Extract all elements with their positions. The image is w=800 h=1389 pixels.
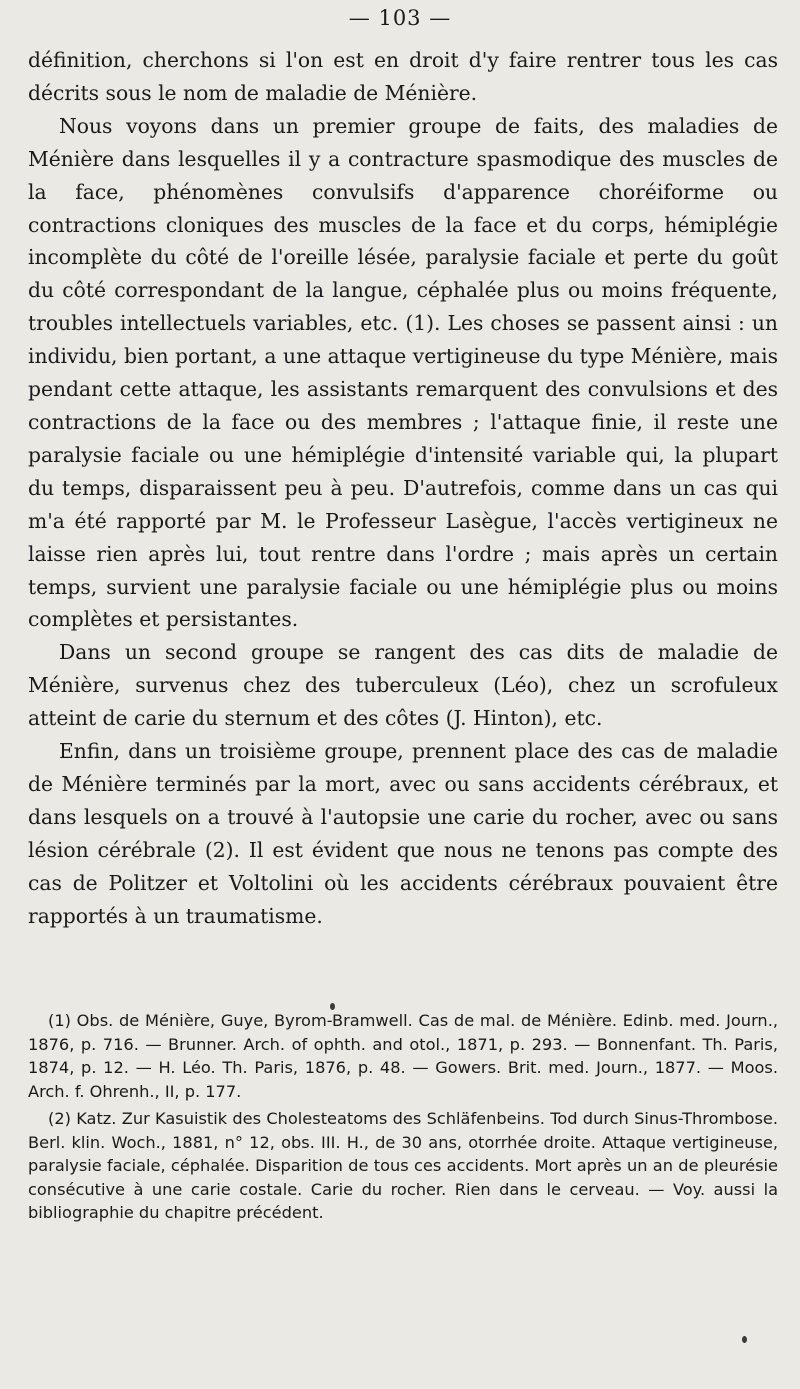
footnote: (2) Katz. Zur Kasuistik des Cholesteatoms des Schläfenbeins. Tod durch Sinus-Thrombose. Berl. klin. Woch., 1881, n° 12, obs. III. H., de 30 ans, otorrhée droite. Attaque vertigineuse, paralysie faciale, céphalée. Disparition de tous ces accidents. Mort après un an de pleurésie consécutive à une carie costale. Carie du rocher. Rien dans le cerveau. — Voy. aussi la bibliographie du chapitre précédent. [28, 1109, 778, 1222]
main-text [28, 44, 778, 932]
paragraph: Dans un second groupe se rangent des cas dits de maladie de Ménière, survenus chez des tuberculeux (Léo), chez un scrofuleux atteint de carie du sternum et des côtes (J. Hinton), etc. [28, 640, 778, 731]
page-number: — 103 — [348, 6, 452, 30]
footnotes [28, 1009, 778, 1229]
paragraph: définition, cherchons si l'on est en droit d'y faire rentrer tous les cas décrits sous le nom de maladie de Ménière. [28, 48, 778, 105]
paragraph: Enfin, dans un troisième groupe, prennent place des cas de maladie de Ménière terminés par la mort, avec ou sans accidents cérébraux, et dans lesquels on a trouvé à l'autopsie une carie du rocher, avec ou sans lésion cérébrale (2). Il est évident que nous ne tenons pas compte des cas de Politzer et Voltolini où les accidents cérébraux pouvaient être rapportés à un traumatisme. [28, 739, 778, 928]
footnote: (1) Obs. de Ménière, Guye, Byrom-Bramwell. Cas de mal. de Ménière. Edinb. med. Journ., 1876, p. 716. — Brunner. Arch. of ophth. and otol., 1871, p. 293. — Bonnenfant. Th. Paris, 1874, p. 12. — H. Léo. Th. Paris, 1876, p. 48. — Gowers. Brit. med. Journ., 1877. — Moos. Arch. f. Ohrenh., II, p. 177. [28, 1011, 778, 1101]
ink-speck [742, 1336, 747, 1343]
paragraph: Nous voyons dans un premier groupe de faits, des maladies de Ménière dans lesquelles il y a contracture spasmodique des muscles de la face, phénomènes convulsifs d'apparence choréiforme ou contractions cloniques des muscles de la face et du corps, hémiplégie incomplète du côté de l'oreille lésée, paralysie faciale et perte du goût du côté correspondant de la langue, céphalée plus ou moins fréquente, troubles intellectuels variables, etc. (1). Les choses se passent ainsi : un individu, bien portant, a une attaque vertigineuse du type Ménière, mais pendant cette attaque, les assistants remarquent des convulsions et des contractions de la face ou des membres ; l'attaque finie, il reste une paralysie faciale ou une hémiplégie d'intensité variable qui, la plupart du temps, disparaissent peu à peu. D'autrefois, comme dans un cas qui m'a été rapporté par M. le Professeur Lasègue, l'accès vertigineux ne laisse rien après lui, tout rentre dans l'ordre ; mais après un certain temps, survient une paralysie faciale ou une hémiplégie plus ou moins complètes et persistantes. [28, 113, 778, 632]
